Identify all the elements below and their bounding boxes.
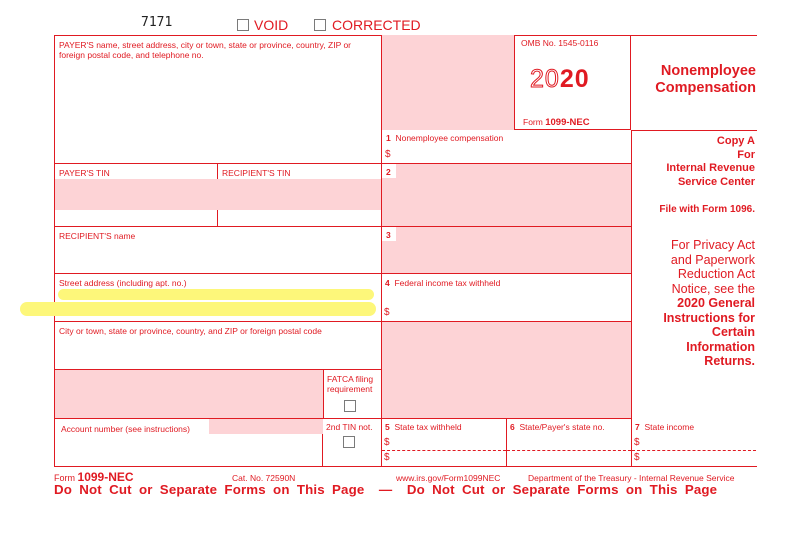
void-label: VOID — [254, 17, 289, 33]
payer-tin-box[interactable] — [54, 164, 218, 227]
privacy-line: For Privacy Act — [670, 238, 755, 252]
second-tin-box — [323, 419, 382, 467]
corrected-checkbox[interactable] — [314, 19, 326, 31]
recipient-tin-field[interactable] — [218, 179, 381, 210]
payer-name-box[interactable] — [54, 35, 382, 164]
account-number-box[interactable] — [54, 419, 323, 467]
street-address-label: Street address (including apt. no.) — [59, 278, 187, 288]
second-tin-label: 2nd TIN not. — [326, 422, 373, 432]
box-1-dollar: $ — [385, 149, 391, 160]
instructions-line: Information — [686, 339, 755, 354]
instructions-line: Certain — [711, 325, 755, 339]
box-3-number: 3 — [386, 230, 391, 240]
box-4-dollar: $ — [384, 307, 390, 318]
form-id — [523, 117, 590, 128]
box-4-label: 4 Federal income tax withheld — [385, 278, 501, 288]
box-1-label: 1 Nonemployee compensation — [386, 133, 504, 143]
street-address-highlight — [58, 289, 374, 300]
box-4-federal-tax-withheld[interactable] — [382, 274, 632, 322]
box-5-divider — [382, 450, 506, 451]
box-2-number: 2 — [386, 167, 391, 177]
box-6-label: 6 State/Payer's state no. — [510, 422, 605, 432]
payer-name-label: PAYER'S name, street address, city or town, state or province, country, ZIP or foreign postal code, and telephone no. — [59, 40, 352, 60]
box-5-label: 5 State tax withheld — [385, 422, 462, 432]
do-not-cut-notice: Do Not Cut or Separate Forms on This Page — Do Not Cut or Separate Forms on This Page — [54, 482, 718, 497]
for-label: For — [737, 148, 755, 161]
payer-tin-label: PAYER'S TIN — [59, 168, 110, 178]
file-with: File with Form 1096. — [659, 204, 755, 215]
footer-form-prefix: Form — [54, 473, 75, 483]
fatca-checkbox[interactable] — [344, 400, 356, 412]
city-box[interactable] — [54, 322, 382, 370]
void-checkbox[interactable] — [237, 19, 249, 31]
tax-year — [530, 65, 590, 94]
shaded-area-left — [54, 370, 323, 419]
corrected-label: CORRECTED — [332, 17, 421, 33]
department: Department of the Treasury - Internal Revenue Service — [528, 473, 735, 483]
copy-label: Copy A — [716, 135, 755, 147]
shaded-area-right — [382, 322, 632, 419]
tax-year-light: 20 — [530, 65, 560, 93]
irs-url: www.irs.gov/Form1099NEC — [396, 473, 501, 483]
box-7-state-income[interactable] — [632, 419, 757, 467]
copy-a-text — [666, 135, 755, 189]
city-label: City or town, state or province, country, and ZIP or foreign postal code — [59, 326, 322, 336]
account-number-field[interactable] — [209, 419, 323, 434]
form-name: 1099-NEC — [545, 117, 590, 128]
box-1-nonemployee-compensation[interactable] — [381, 130, 632, 164]
box-7-divider — [632, 450, 756, 451]
box-6-divider — [507, 450, 631, 451]
recipient-tin-label: RECIPIENT'S TIN — [222, 168, 291, 178]
form-prefix: Form — [523, 117, 543, 127]
street-address-highlight — [20, 302, 376, 316]
box-5-dollar: $ — [384, 437, 390, 448]
fatca-label: FATCA filing requirement — [327, 374, 374, 394]
privacy-line: Notice, see the — [671, 281, 755, 296]
form-title — [632, 63, 756, 97]
title-line-1: Nonemployee — [660, 63, 756, 79]
box-7-dollar-2: $ — [634, 452, 640, 463]
payer-tin-field[interactable] — [55, 179, 218, 210]
recipient-name-label: RECIPIENT'S name — [59, 231, 136, 241]
title-line-2: Compensation — [655, 80, 756, 96]
instructions-line: Returns. — [704, 354, 755, 368]
payer-shaded-area — [382, 35, 515, 130]
box-7-label: 7 State income — [635, 422, 695, 432]
box-6-state-payer-number[interactable] — [507, 419, 632, 467]
box-2[interactable] — [382, 164, 632, 227]
form-code: 7171 — [141, 15, 173, 30]
tax-year-bold: 20 — [559, 65, 590, 93]
account-number-label: Account number (see instructions) — [61, 424, 190, 434]
box-5-dollar-2: $ — [384, 452, 390, 463]
privacy-line: and Paperwork — [670, 252, 755, 267]
catalog-number: Cat. No. 72590N — [232, 473, 296, 483]
omb-number: OMB No. 1545-0116 — [521, 38, 599, 48]
instructions-line: 2020 General — [677, 296, 755, 310]
privacy-notice — [663, 238, 755, 369]
box-3[interactable] — [382, 227, 632, 274]
irs-line-1: Internal Revenue — [666, 162, 755, 174]
second-tin-checkbox[interactable] — [343, 436, 355, 448]
irs-line-2: Service Center — [677, 175, 755, 188]
box-5-state-tax-withheld[interactable] — [382, 419, 507, 467]
recipient-name-box[interactable] — [54, 227, 382, 274]
fatca-box — [323, 370, 382, 419]
copy-a-panel — [631, 130, 757, 420]
recipient-tin-box[interactable] — [218, 164, 382, 227]
privacy-line: Reduction Act — [677, 267, 755, 281]
box-7-dollar: $ — [634, 437, 640, 448]
footer-form-name: 1099-NEC — [77, 470, 134, 484]
omb-year-box — [515, 35, 631, 130]
instructions-line: Instructions for — [663, 310, 755, 325]
